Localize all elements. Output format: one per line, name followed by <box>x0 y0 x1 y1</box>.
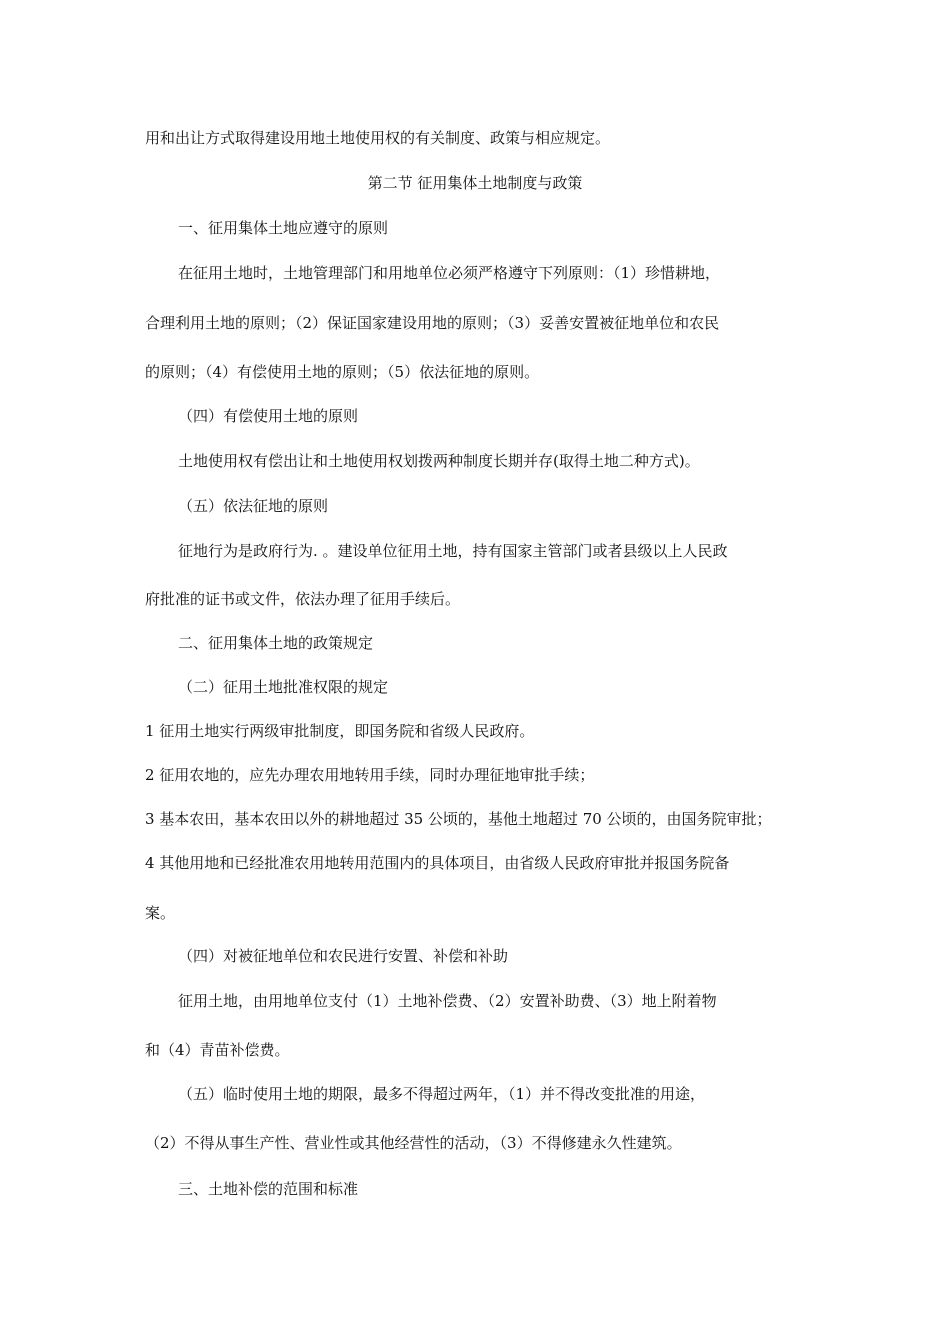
section-heading: 第二节 征用集体土地制度与政策 <box>367 174 583 192</box>
list-item: 2 征用农地的，应先办理农用地转用手续，同时办理征地审批手续； <box>145 766 595 784</box>
subsection-heading: 三、土地补偿的范围和标准 <box>178 1180 359 1198</box>
paragraph-line: 府批准的证书或文件，依法办理了征用手续后。 <box>145 590 461 608</box>
subsection-heading: （二）征用土地批准权限的规定 <box>178 678 389 696</box>
list-item: 3 基本农田，基本农田以外的耕地超过 35 公顷的，基他土地超过 70 公顷的，由国务院审批； <box>145 810 772 828</box>
paragraph-line: （五）临时使用土地的期限，最多不得超过两年，（1）并不得改变批准的用途， <box>178 1085 706 1103</box>
paragraph-line: 案。 <box>145 904 176 922</box>
subsection-heading: （五）依法征地的原则 <box>178 497 329 515</box>
paragraph-line: 的原则；（4）有偿使用土地的原则；（5）依法征地的原则。 <box>145 363 540 381</box>
paragraph-line: 征地行为是政府行为. 。建设单位征用土地，持有国家主管部门或者县级以上人民政 <box>178 542 728 560</box>
paragraph-line: 和（4）青苗补偿费。 <box>145 1041 290 1059</box>
paragraph-line: 征用土地，由用地单位支付（1）土地补偿费、（2）安置补助费、（3）地上附着物 <box>178 992 717 1010</box>
subsection-heading: 二、征用集体土地的政策规定 <box>178 634 374 652</box>
paragraph-line: 土地使用权有偿出让和土地使用权划拨两种制度长期并存(取得土地二种方式)。 <box>178 452 700 470</box>
subsection-heading: （四）对被征地单位和农民进行安置、补偿和补助 <box>178 947 509 965</box>
paragraph-line: 合理利用土地的原则；（2）保证国家建设用地的原则；（3）妥善安置被征地单位和农民 <box>145 314 720 332</box>
list-item: 1 征用土地实行两级审批制度，即国务院和省级人民政府。 <box>145 722 535 740</box>
subsection-heading: （四）有偿使用土地的原则 <box>178 407 359 425</box>
paragraph-line: 在征用土地时，土地管理部门和用地单位必须严格遵守下列原则：（1）珍惜耕地， <box>178 264 721 282</box>
subsection-heading: 一、征用集体土地应遵守的原则 <box>178 219 389 237</box>
list-item: 4 其他用地和已经批准农用地转用范围内的具体项目，由省级人民政府审批并报国务院备 <box>145 854 730 872</box>
paragraph-line: 用和出让方式取得建设用地土地使用权的有关制度、政策与相应规定。 <box>145 129 611 147</box>
paragraph-line: （2）不得从事生产性、营业性或其他经营性的活动，（3）不得修建永久性建筑。 <box>145 1134 682 1152</box>
